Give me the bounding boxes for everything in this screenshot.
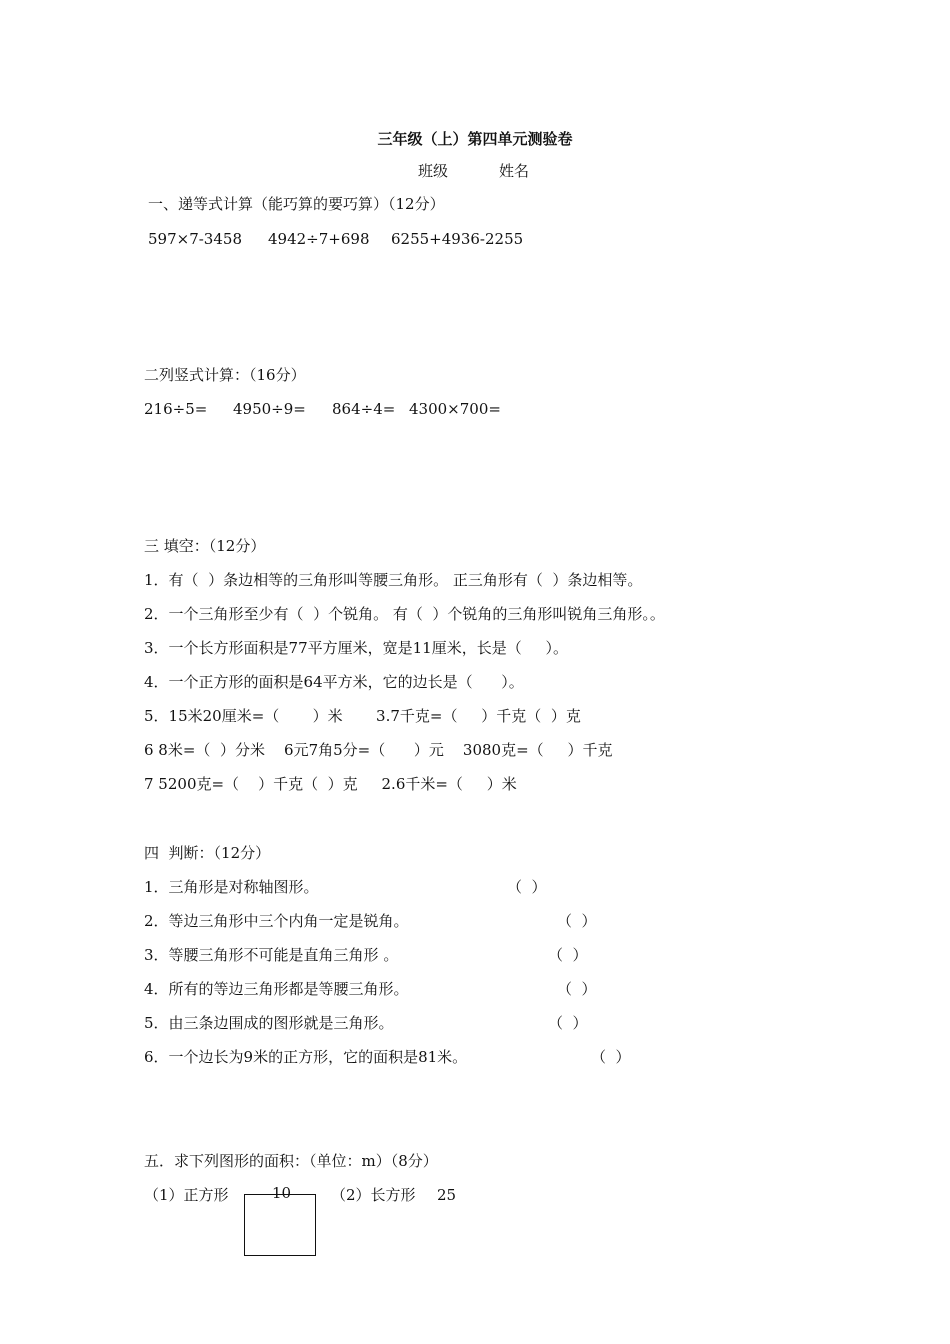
calc-problem-1: 597×7-3458 — [148, 230, 242, 248]
page-title: 三年级（上）第四单元测验卷 — [377, 130, 573, 148]
fill-item: 2．一个三角形至少有（ ）个锐角。 有（ ）个锐角的三角形叫锐角三角形。。 — [144, 605, 665, 623]
vertical-problem-2: 4950÷9= — [233, 400, 306, 418]
section4-heading: 四 判断：（12分） — [144, 844, 271, 862]
judge-item-answer: （ ） — [548, 1014, 588, 1032]
calc-problem-2: 4942÷7+698 — [268, 230, 370, 248]
section2-heading: 二列竖式计算：（16分） — [144, 366, 306, 384]
section5-heading: 五．求下列图形的面积：（单位：m）（8分） — [144, 1152, 438, 1170]
judge-item-text: 4．所有的等边三角形都是等腰三角形。 — [144, 980, 409, 998]
fill-item: 4．一个正方形的面积是64平方米，它的边长是（ ）。 — [144, 673, 524, 691]
vertical-problem-1: 216÷5= — [144, 400, 208, 418]
shape1-label: （1）正方形 — [144, 1186, 229, 1204]
vertical-problem-3: 864÷4= — [332, 400, 396, 418]
section1-heading: 一、递等式计算（能巧算的要巧算）（12分） — [148, 195, 445, 213]
judge-item-answer: （ ） — [557, 980, 597, 998]
judge-item-answer: （ ） — [591, 1048, 631, 1066]
judge-item-text: 5．由三条边围成的图形就是三角形。 — [144, 1014, 394, 1032]
calc-problem-3: 6255+4936-2255 — [391, 230, 524, 248]
judge-item-answer: （ ） — [507, 878, 547, 896]
fill-item: 1．有（ ）条边相等的三角形叫等腰三角形。 正三角形有（ ）条边相等。 — [144, 571, 643, 589]
judge-item-text: 6．一个边长为9米的正方形，它的面积是81米。 — [144, 1048, 468, 1066]
fill-item: 6 8米=（ ）分米 6元7角5分=（ ）元 3080克=（ ）千克 — [144, 741, 613, 759]
fill-item: 5．15米20厘米=（ ）米 3.7千克=（ ）千克（ ）克 — [144, 707, 581, 725]
judge-item-answer: （ ） — [557, 912, 597, 930]
class-label: 班级 — [418, 162, 449, 180]
name-label: 姓名 — [499, 162, 530, 180]
judge-item-text: 2．等边三角形中三个内角一定是锐角。 — [144, 912, 409, 930]
fill-item: 7 5200克=（ ）千克（ ）克 2.6千米=（ ）米 — [144, 775, 517, 793]
judge-item-text: 1．三角形是对称轴图形。 — [144, 878, 319, 896]
rectangle-length: 25 — [437, 1186, 457, 1204]
section3-heading: 三 填空：（12分） — [144, 537, 266, 555]
fill-item: 3．一个长方形面积是77平方厘米，宽是11厘米，长是（ ）。 — [144, 639, 569, 657]
square-side-length: 10 — [272, 1184, 292, 1202]
judge-item-text: 3．等腰三角形不可能是直角三角形 。 — [144, 946, 399, 964]
shape2-label: （2）长方形 — [331, 1186, 416, 1204]
square-figure — [244, 1194, 316, 1256]
vertical-problem-4: 4300×700= — [409, 400, 501, 418]
judge-item-answer: （ ） — [548, 946, 588, 964]
